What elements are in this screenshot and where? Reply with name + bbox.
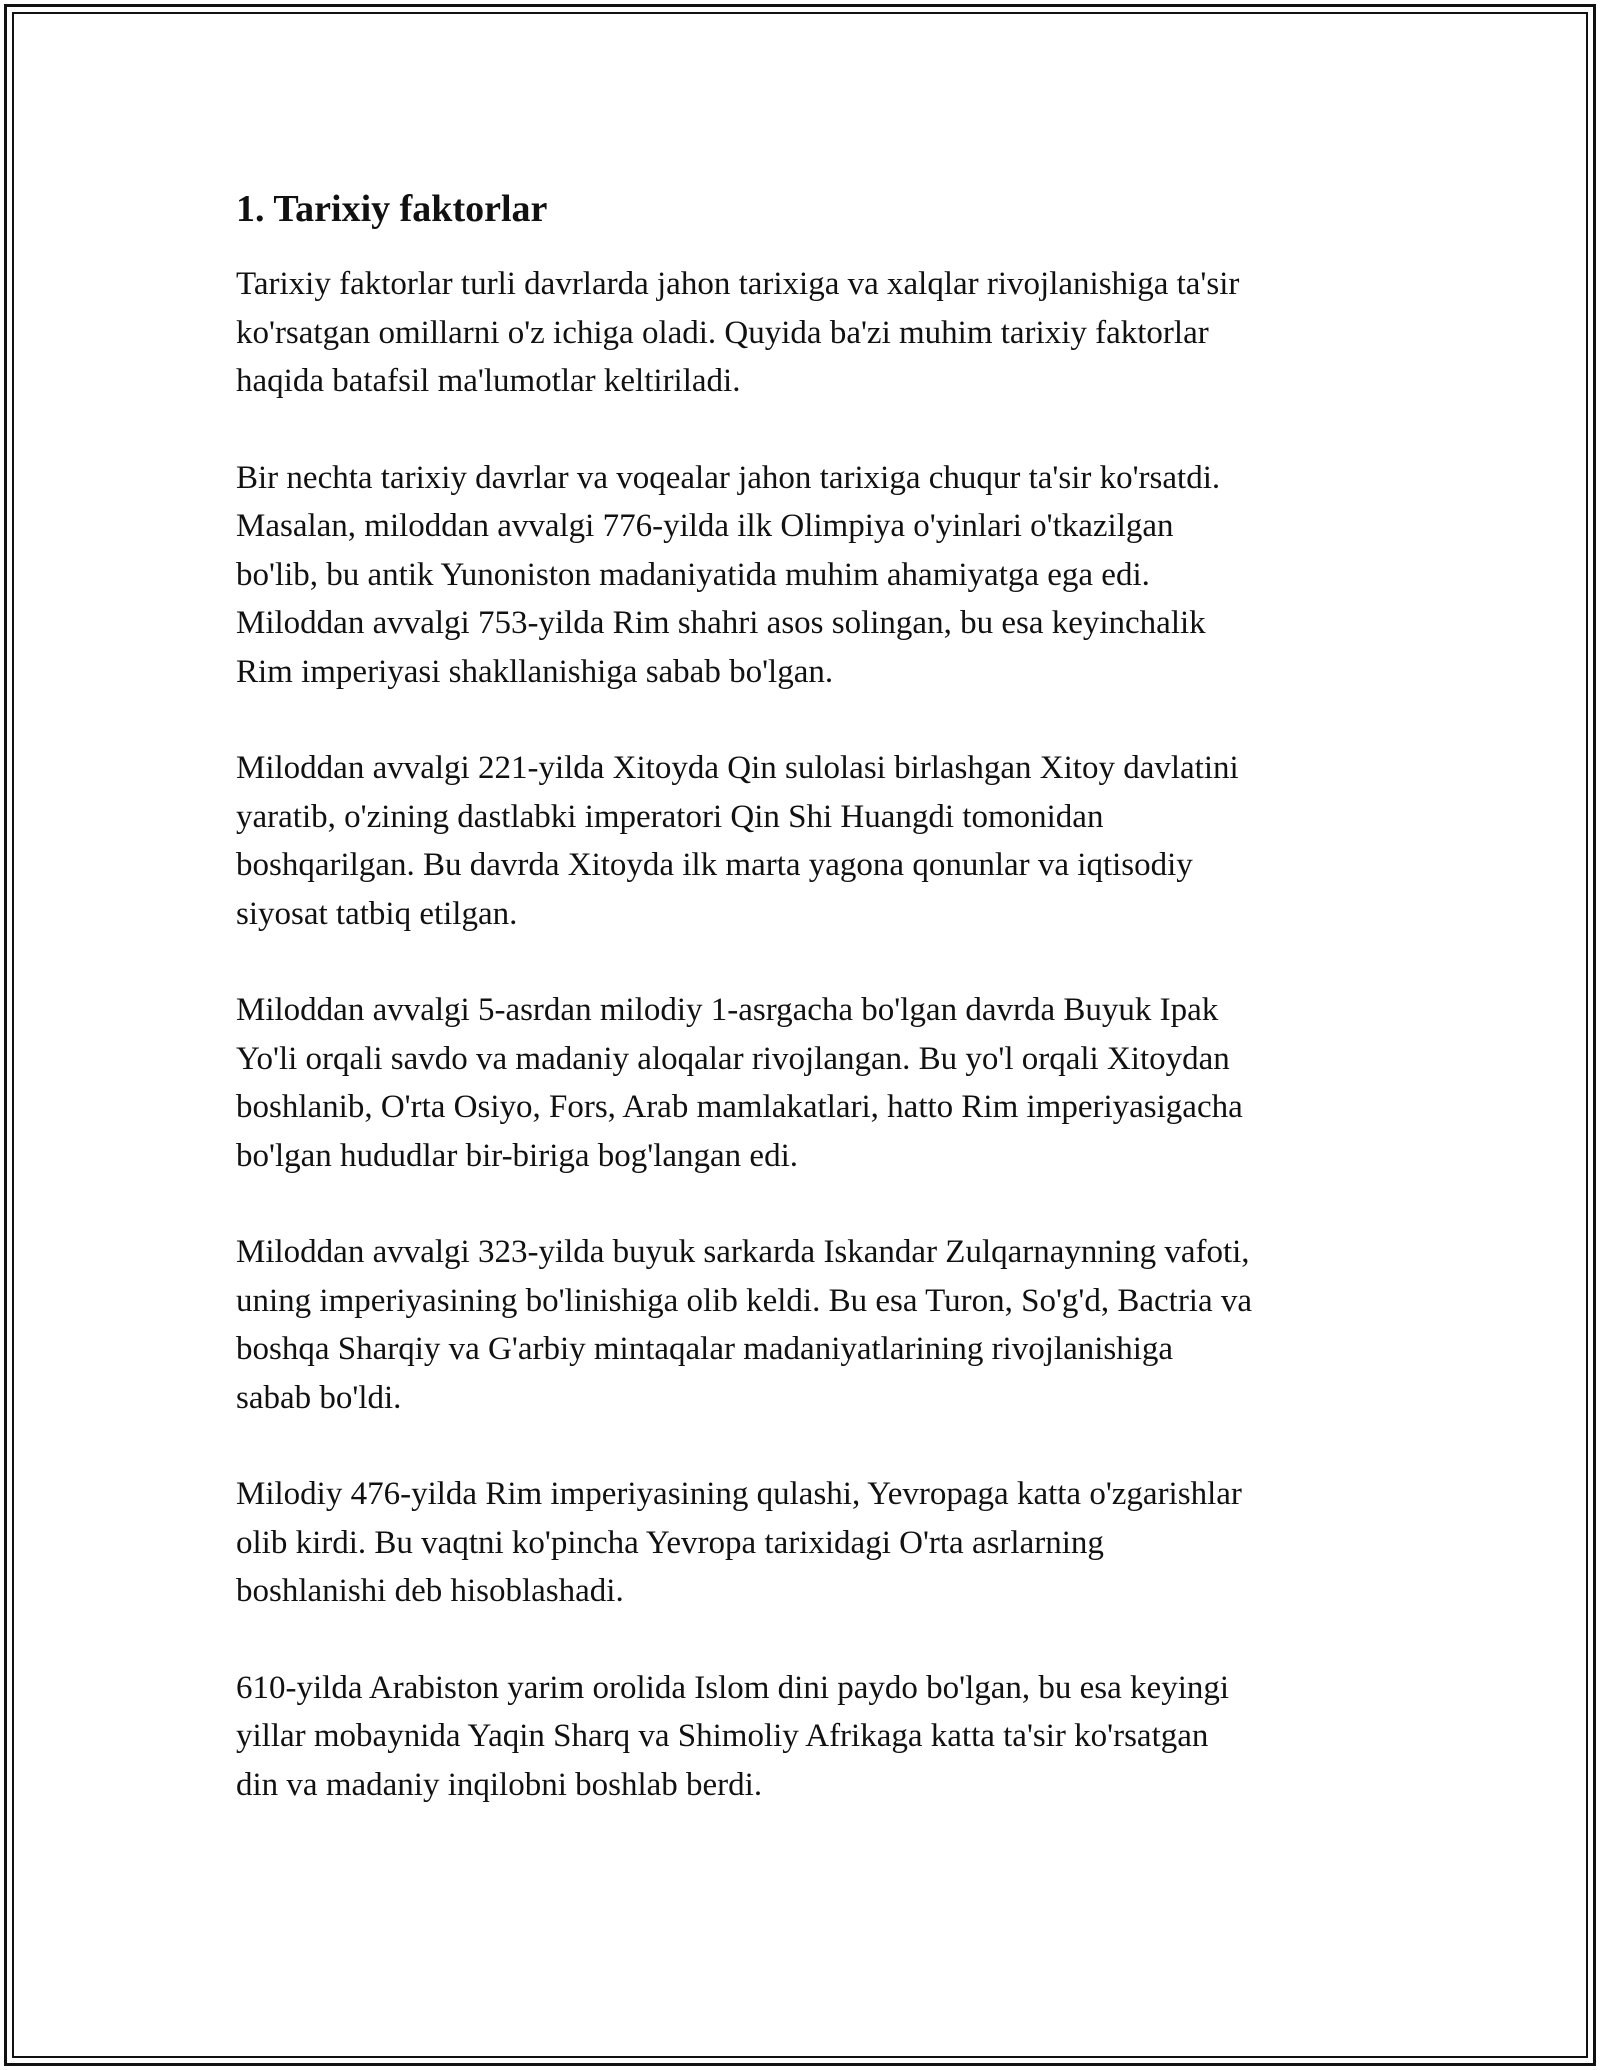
- text-line: bo'lgan hududlar bir-biriga bog'langan edi.: [236, 1137, 798, 1174]
- text-line: sabab bo'ldi.: [236, 1379, 402, 1416]
- text-line: ko'rsatgan omillarni o'z ichiga oladi. Quyida ba'zi muhim tarixiy faktorlar: [236, 314, 1209, 351]
- text-line: boshqa Sharqiy va G'arbiy mintaqalar madaniyatlarining rivojlanishiga: [236, 1331, 1174, 1367]
- paragraph-rome-fall: [236, 1470, 1376, 1616]
- text-line: uning imperiyasining bo'linishiga olib keldi. Bu esa Turon, So'g'd, Bactria va: [236, 1282, 1253, 1319]
- text-line: Masalan, miloddan avvalgi 776-yilda ilk Olimpiya o'yinlari o'tkazilgan: [236, 508, 1174, 544]
- text-line: 610-yilda Arabiston yarim orolida Islom dini paydo bo'lgan, bu esa keyingi: [236, 1669, 1230, 1706]
- paragraph-qin-dynasty: [236, 744, 1376, 938]
- paragraph-islam: [236, 1664, 1376, 1810]
- text-line: Bir nechta tarixiy davrlar va voqealar jahon tarixiga chuqur ta'sir ko'rsatdi.: [236, 459, 1221, 496]
- text-line: boshlanishi deb hisoblashadi.: [236, 1573, 624, 1609]
- text-line: Miloddan avvalgi 753-yilda Rim shahri asos solingan, bu esa keyinchalik: [236, 605, 1206, 641]
- paragraph-silk-road: [236, 986, 1376, 1180]
- text-line: yaratib, o'zining dastlabki imperatori Qin Shi Huangdi tomonidan: [236, 798, 1104, 835]
- text-line: Miloddan avvalgi 5-asrdan milodiy 1-asrgacha bo'lgan davrda Buyuk Ipak: [236, 992, 1219, 1028]
- text-line: boshqarilgan. Bu davrda Xitoyda ilk marta yagona qonunlar va iqtisodiy: [236, 847, 1193, 883]
- text-line: bo'lib, bu antik Yunoniston madaniyatida muhim ahamiyatga ega edi.: [236, 556, 1150, 593]
- text-line: olib kirdi. Bu vaqtni ko'pincha Yevropa tarixidagi O'rta asrlarning: [236, 1524, 1104, 1561]
- text-line: Rim imperiyasi shakllanishiga sabab bo'lgan.: [236, 653, 834, 690]
- text-line: siyosat tatbiq etilgan.: [236, 895, 518, 932]
- paragraph-olympics-rome: [236, 454, 1376, 697]
- text-line: Milodiy 476-yilda Rim imperiyasining qulashi, Yevropaga katta o'zgarishlar: [236, 1476, 1242, 1512]
- text-line: Miloddan avvalgi 221-yilda Xitoyda Qin sulolasi birlashgan Xitoy davlatini: [236, 750, 1239, 786]
- paragraph-intro: [236, 260, 1376, 406]
- section-heading: 1. Tarixiy faktorlar: [236, 188, 548, 230]
- text-line: Yo'li orqali savdo va madaniy aloqalar rivojlangan. Bu yo'l orqali Xitoydan: [236, 1040, 1230, 1077]
- text-line: boshlanib, O'rta Osiyo, Fors, Arab mamlakatlari, hatto Rim imperiyasigacha: [236, 1089, 1243, 1125]
- document-body: [236, 186, 1376, 1857]
- text-line: yillar mobaynida Yaqin Sharq va Shimoliy Afrikaga katta ta'sir ko'rsatgan: [236, 1718, 1209, 1754]
- text-line: Miloddan avvalgi 323-yilda buyuk sarkarda Iskandar Zulqarnaynning vafoti,: [236, 1234, 1250, 1270]
- text-line: din va madaniy inqilobni boshlab berdi.: [236, 1766, 763, 1803]
- text-line: haqida batafsil ma'lumotlar keltiriladi.: [236, 363, 741, 399]
- text-line: Tarixiy faktorlar turli davrlarda jahon tarixiga va xalqlar rivojlanishiga ta'sir: [236, 266, 1240, 302]
- paragraph-alexander: [236, 1228, 1376, 1422]
